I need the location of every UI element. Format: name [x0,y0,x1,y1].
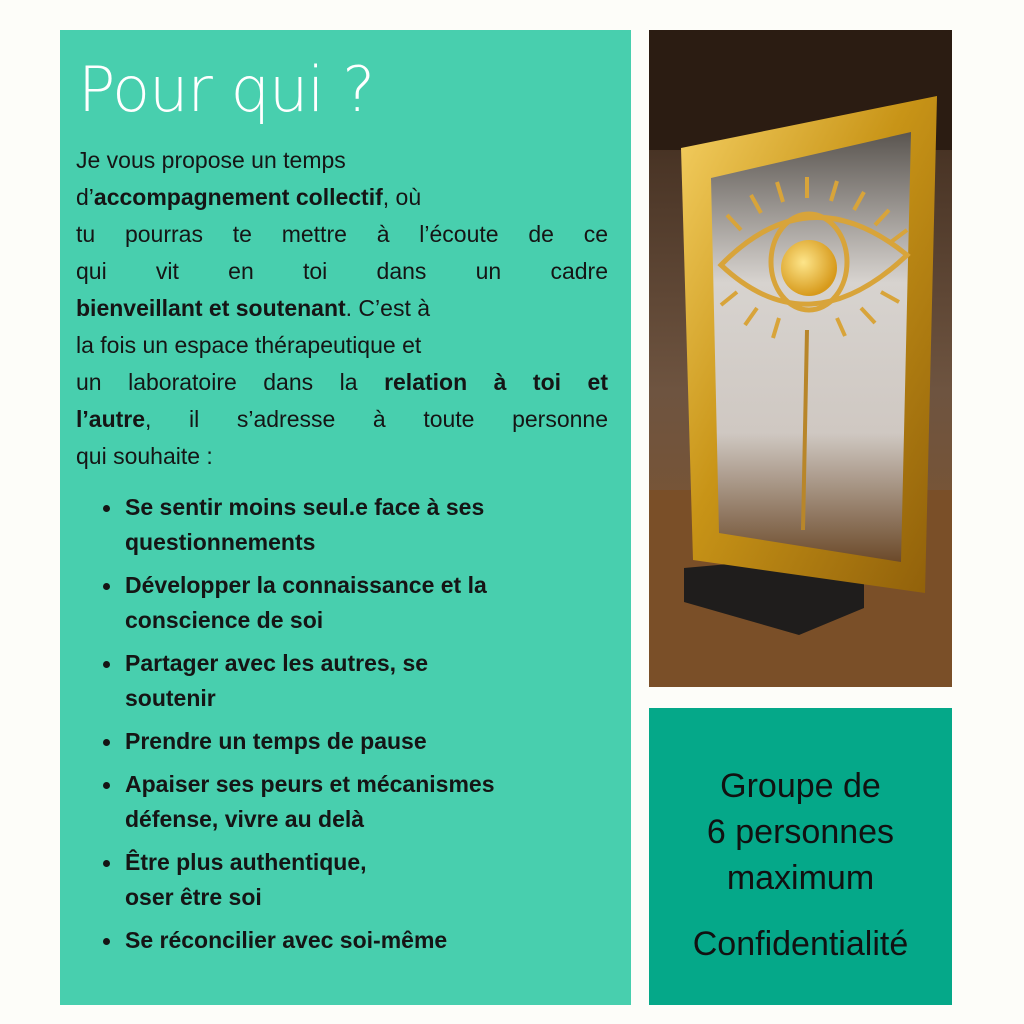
intro-line [76,401,608,438]
info-line: 6 personnes [706,813,895,851]
intro-line: Je vous propose un temps [76,147,346,173]
list-item [103,724,603,759]
group-size-text [649,763,952,901]
intro-line: . C’est à [345,295,431,321]
intro-line: un laboratoire dans la [76,369,385,395]
list-item-line: Partager avec les autres, se [125,650,429,676]
list-item-line: Se réconcilier avec soi-même [125,927,448,953]
list-item-line: Développer la connaissance et la [125,572,487,598]
confidentiality-text: Confidentialité [692,925,909,963]
eye-mirror-photo [649,30,952,687]
intro-bold: relation à toi et [384,369,608,395]
list-item-line: soutenir [125,685,216,711]
text-panel [60,30,631,1005]
info-box [649,708,952,1005]
list-item-line: oser être soi [125,884,262,910]
list-item-line: Être plus authentique, [125,849,367,875]
intro-bold: bienveillant et soutenant [76,295,346,321]
list-item-line: Se sentir moins seul.e face à ses [125,494,485,520]
photo-illustration [649,30,952,687]
intro-paragraph [76,142,608,475]
list-item-line: conscience de soi [125,607,324,633]
intro-line: tu pourras te mettre à l’écoute de ce [76,221,608,247]
list-item [103,923,603,958]
list-item [103,568,603,638]
intro-line: d’ [76,184,94,210]
intro-bold: accompagnement collectif [93,184,383,210]
list-item-line: Prendre un temps de pause [125,728,427,754]
list-item-line: défense, vivre au delà [125,806,365,832]
mirror-glass [711,132,911,562]
list-item [103,767,603,837]
intro-bold: l’autre [76,406,146,432]
list-item-line: questionnements [125,529,316,555]
intro-line [76,364,608,401]
info-line: maximum [726,859,875,897]
eye-pupil [781,240,837,296]
intro-line: , où [382,184,422,210]
list-item [103,845,603,915]
list-item [103,646,603,716]
intro-line: la fois un espace thérapeutique et [76,332,422,358]
benefits-list [103,490,603,966]
intro-line: qui souhaite : [76,443,213,469]
page-title: Pour qui ? [78,53,375,126]
intro-line: , il s’adresse à toute personne [145,406,608,432]
info-line: Groupe de [720,767,881,805]
list-item-line: Apaiser ses peurs et mécanismes [125,771,495,797]
intro-line: qui vit en toi dans un cadre [76,258,608,284]
list-item [103,490,603,560]
